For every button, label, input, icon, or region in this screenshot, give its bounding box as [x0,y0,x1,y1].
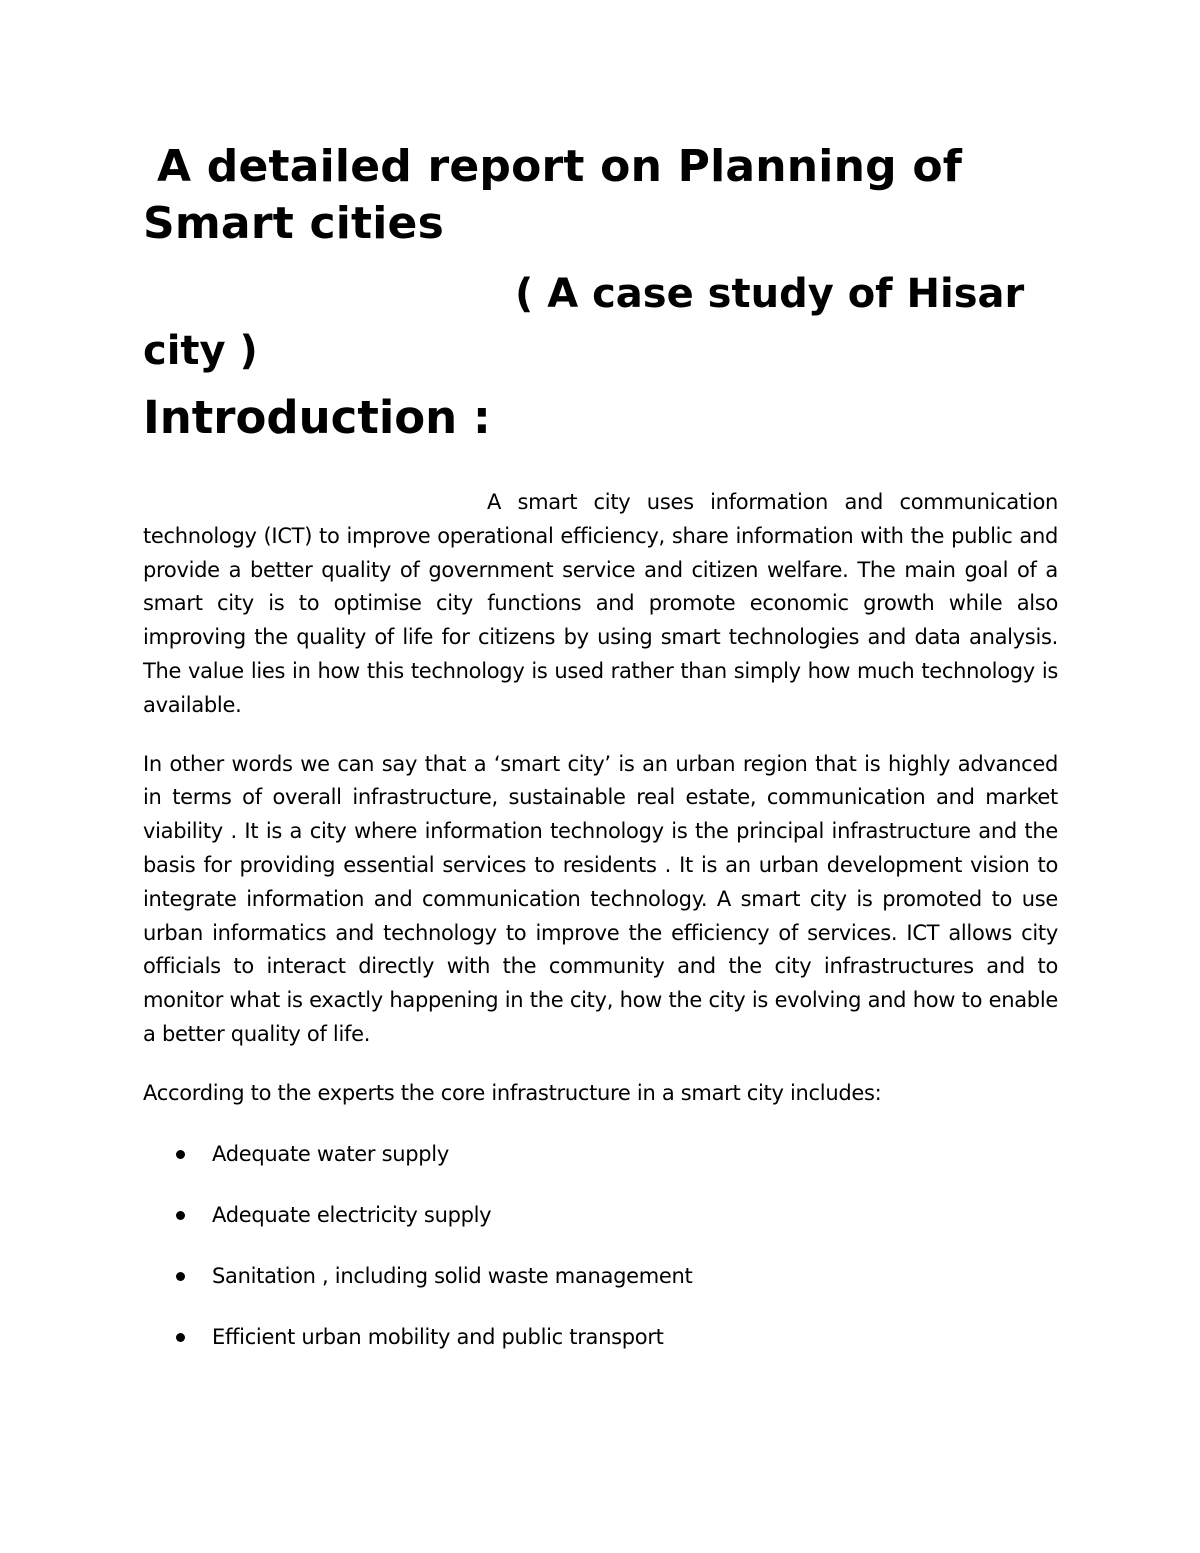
document-body [143,138,1058,1381]
paragraph-1: A smart city uses information and communication technology (ICT) to improve operational efficiency, share information with the public and provide a better quality of government service and citizen welfare. The main goal of a smart city is to optimise city functions and promote economic growth while also improving the quality of life for citizens by using smart technologies and data analysis. The value lies in how this technology is used rather than simply how much technology is available. [143,490,1058,717]
bullet-icon [176,1272,185,1281]
infrastructure-list [143,1137,1058,1354]
list-item-text: Efficient urban mobility and public transport [212,1324,664,1349]
list-item [143,1320,1058,1354]
list-item-text: Sanitation , including solid waste management [212,1263,693,1288]
list-item [143,1137,1058,1171]
document-title-text: A detailed report on Planning of Smart cities [143,141,963,249]
bullet-icon [176,1333,185,1342]
document-subtitle [143,266,1058,380]
bullet-icon [176,1211,185,1220]
paragraph-3: According to the experts the core infrastructure in a smart city includes: [143,1080,882,1105]
bullet-icon [176,1150,185,1159]
list-item [143,1259,1058,1293]
section-heading-introduction: Introduction : [143,391,491,444]
list-item [143,1198,1058,1232]
document-subtitle-text: ( A case study of Hisar city ) [143,271,1025,374]
list-item-text: Adequate water supply [212,1141,449,1166]
document-title [143,138,1058,252]
list-item-text: Adequate electricity supply [212,1202,492,1227]
paragraph-2: In other words we can say that a ‘smart city’ is an urban region that is highly advanced in terms of overall infrastructure, sustainable real estate, communication and market viability . It is a city where information technology is the principal infrastructure and the basis for providing essential services to residents . It is an urban development vision to integrate information and communication technology. A smart city is promoted to use urban informatics and technology to improve the efficiency of services. ICT allows city officials to interact directly with the community and the city infrastructures and to monitor what is exactly happening in the city, how the city is evolving and how to enable a better quality of life. [143,751,1058,1046]
